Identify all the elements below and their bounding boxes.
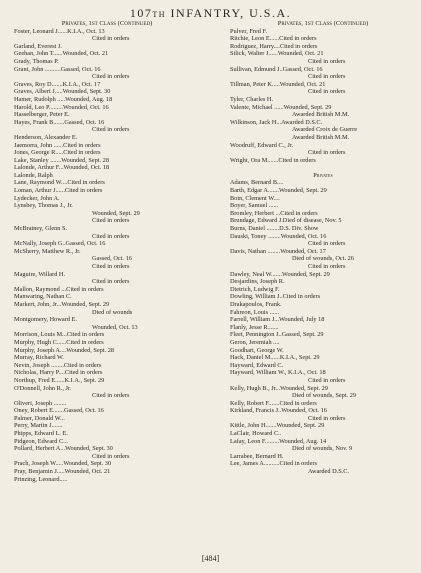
roster-entry: Lee, James A..........Cited in orders — [230, 460, 317, 468]
roster-entry: Cited in orders — [308, 414, 346, 422]
roster-entry: O'Donnell, John R., Jr. — [14, 384, 72, 392]
roster-entry: Oney, Robert E.......Gassed, Oct. 16 — [14, 407, 104, 415]
roster-entry: Lake, Stanley .......Wounded, Sept. 28 — [14, 156, 109, 164]
roster-entry: Mallon, Raymond ...Cited in orders — [14, 285, 104, 293]
roster-entry: Kirkland, Francis J..Wounded, Oct. 16 — [230, 407, 327, 415]
right-column-entries — [230, 28, 416, 476]
roster-entry: Cited in orders — [92, 263, 130, 270]
roster-entry: Brundage, Edward J.Died of disease, Nov. 5 — [230, 217, 342, 225]
roster-entry: Murphy, Joseph A....Wounded, Sept. 28 — [14, 346, 115, 354]
roster-entry: Lafay, Leon F.........Wounded, Aug. 14 — [230, 437, 327, 445]
roster-entry: Cited in orders — [92, 35, 130, 43]
roster-entry: Morrison, Louis M...Cited in orders — [14, 331, 105, 339]
left-column-entries — [14, 28, 200, 484]
roster-entry: Awarded Croix de Guerre — [292, 126, 357, 134]
roster-entry: Cited in orders — [92, 126, 130, 134]
roster-entry: Nicholas, Harry P....Cited in orders — [14, 369, 103, 377]
roster-entry: Burns, Daniel ........D.S. Div. Show — [230, 225, 319, 233]
roster-entry: Awarded British M.M. — [292, 111, 350, 119]
roster-entry: Adams, Bernard B.... — [230, 179, 284, 187]
roster-entry: Cited in orders — [92, 217, 130, 225]
roster-entry: Harold, Leo P.........Wounded, Oct. 16 — [14, 103, 109, 111]
roster-entry: Perry, Martin J....... — [14, 422, 63, 430]
roster-entry: McNally, Joseph G..Gassed, Oct. 16 — [14, 240, 106, 248]
roster-entry: Ritchie, Leon E......Cited in orders — [230, 35, 317, 43]
roster-entry: Silick, Walter J......Wounded, Oct. 21 — [230, 50, 324, 58]
roster-entry: Awarded D.S.C. — [308, 468, 350, 476]
roster-entry: Tyler, Charles H. — [230, 95, 274, 103]
roster-entry: Graves, Albert J.....Wounded, Sept. 30 — [14, 88, 111, 96]
roster-entry: Cited in orders — [308, 149, 346, 157]
roster-entry: Died of wounds, Oct. 26 — [292, 255, 354, 263]
left-column-heading: Privates, 1st Class (Continued) — [61, 20, 153, 27]
roster-entry: Hayward, Edward C. — [230, 361, 284, 369]
roster-entry: Tillman, Peter K.....Wounded, Oct. 21 — [230, 80, 326, 88]
roster-entry: Hamer, Rudolph .....Wounded, Aug. 18 — [14, 95, 113, 103]
roster-entry: Geehan, John T......Wounded, Oct. 21 — [14, 50, 109, 58]
roster-entry: Drakapoulos, Frank. — [230, 300, 282, 308]
roster-entry: Woodruff, Edward C., Jr. — [230, 141, 294, 149]
roster-entry: Jones, George R.....Cited in orders — [14, 149, 101, 157]
page-number: [484] — [201, 554, 220, 563]
roster-entry: Hack, Daniel M......K.I.A., Sept. 29 — [230, 354, 320, 362]
roster-entry: Wounded, Sept. 29 — [92, 209, 140, 217]
left-column — [14, 20, 200, 483]
roster-entry: Grady, Thomas P. — [14, 57, 59, 65]
roster-entry: LaClair, Howard C.. — [230, 430, 282, 438]
roster-entry: Kittle, John H.......Wounded, Sept. 29 — [230, 422, 325, 430]
roster-entry: Jaemorra, John ......Cited in orders — [14, 141, 101, 149]
roster-entry: Wounded, Oct. 13 — [92, 323, 138, 331]
roster-entry: Foster, Leonard J......K.I.A., Oct. 13 — [14, 27, 105, 35]
roster-entry: Lydecker, John A. — [14, 194, 60, 202]
roster-entry: Hayward, William W., K.I.A., Oct. 18 — [230, 369, 326, 377]
roster-entry: Cited in orders — [308, 88, 346, 96]
roster-entry: Grant, John ..........Gassed, Oct. 16 — [14, 65, 101, 73]
roster-entry: Murphy, Hugh C......Cited in orders — [14, 338, 104, 346]
roster-entry: Hasselberger, Peter E. — [14, 111, 70, 119]
roster-entry: Henderson, Alexander E. — [14, 133, 78, 141]
roster-entry: Desjardins, Joseph R. — [230, 278, 285, 286]
roster-entry: Dawley, Neal W.......Wounded, Sept. 29 — [230, 270, 330, 278]
roster-entry: Kelly, Robert F.......Cited in orders — [230, 399, 317, 407]
roster-entry: Lalonde, Ralph — [14, 171, 53, 179]
roster-entry: Palmer, Donald W... — [14, 414, 65, 422]
roster-entry: Died of wounds, Nov. 9 — [292, 445, 353, 453]
roster-entry: Farrell, William J...Wounded, July 18 — [230, 316, 325, 324]
roster-entry: Flanly, Jesse R....... — [230, 323, 279, 331]
roster-entry: Pray, Benjamin J.....Wounded, Oct. 21 — [14, 468, 111, 476]
roster-entry: Cited in orders — [92, 452, 130, 460]
roster-entry: Dietrich, Ludwig F. — [230, 285, 280, 293]
roster-entry: Markert, John, Jr...Wounded, Sept. 29 — [14, 300, 110, 308]
page-header: 107th INFANTRY, U.S.A. — [129, 6, 292, 20]
roster-entry: Fleet, Pennington J..Gassed, Sept. 29 — [230, 331, 324, 339]
roster-entry: Nevin, Joseph ........Cited in orders — [14, 361, 102, 369]
roster-entry — [230, 164, 416, 172]
roster-entry: Cited in orders — [308, 240, 346, 248]
roster-entry: Boyer, Samuel ...... — [230, 202, 279, 210]
roster-entry: Cited in orders — [308, 57, 346, 65]
roster-entry: Manwaring, Nathan C. — [14, 293, 72, 301]
roster-entry: Montgomery, Howard E. — [14, 316, 77, 324]
roster-entry: Kelly, Hugh B., Jr...Wounded, Sept. 29 — [230, 384, 328, 392]
roster-entry: Pulver, Fred F. — [230, 27, 268, 35]
right-column-heading: Privates, 1st Class (Continued) — [277, 20, 369, 27]
roster-entry: Cited in orders — [92, 232, 130, 240]
right-column — [230, 20, 416, 476]
roster-entry: Fahreon, Louis ...... — [230, 308, 280, 316]
roster-entry: Boin, Clement W.... — [230, 194, 280, 202]
roster-entry: Loman, Arthur J......Cited in orders — [14, 187, 103, 195]
roster-entry: Prach, Joseph W.....Wounded, Sept. 30 — [14, 460, 112, 468]
roster-entry: Dauski, Toney ........Wounded, Oct. 16 — [230, 232, 327, 240]
roster-entry: Valente, Michael ......Wounded, Sept. 29 — [230, 103, 332, 111]
roster-entry: McSherry, Matthew R., Jr. — [14, 247, 81, 255]
roster-entry: Dowling, William J..Cited in orders — [230, 293, 321, 301]
roster-entry: Cited in orders — [308, 263, 346, 270]
roster-entry: Wilkinson, Jack H...Awarded D.S.C. — [230, 118, 323, 126]
roster-entry: Barth, Edgar A.......Wounded, Sept. 29 — [230, 187, 327, 195]
roster-entry: Graves, Roy D.......K.I.A., Oct. 17 — [14, 80, 101, 88]
roster-entry: Oliveri, Joseph ........ — [14, 399, 67, 407]
roster-entry: Privates — [313, 171, 333, 179]
roster-entry: Cited in orders — [92, 278, 130, 286]
roster-entry: Larrabee, Bernard H. — [230, 452, 284, 460]
roster-entry: Sullivan, Edmund J..Gassed, Oct. 16 — [230, 65, 323, 73]
roster-entry: Cited in orders — [308, 73, 346, 81]
roster-entry: Lynsbey, Thomas J., Jr. — [14, 202, 73, 210]
roster-entry: Pidgeon, Edward C... — [14, 437, 68, 445]
roster-entry: Northup, Fred E......K.I.A., Sept. 29 — [14, 376, 105, 384]
roster-entry: Pollard, Herbert A...Wounded, Sept. 30 — [14, 445, 113, 453]
roster-entry: McBratney, Glenn S. — [14, 225, 68, 233]
roster-entry: Cited in orders — [92, 73, 130, 81]
roster-entry: Gassed, Oct. 16 — [92, 255, 132, 263]
roster-entry: Hayes, Frank B.......Gassed, Oct. 16 — [14, 118, 105, 126]
roster-entry: Cited in orders — [92, 392, 130, 400]
roster-entry: Lane, Raymond W....Cited in orders — [14, 179, 105, 187]
roster-entry: Maguire, Willard H. — [14, 270, 66, 278]
roster-entry: Phipps, Edward L. E. — [14, 430, 68, 438]
roster-entry: Awarded British M.M. — [292, 133, 350, 141]
roster-entry: Geron, Jeremiah .... — [230, 338, 280, 346]
roster-entry: Prinzing, Leonard..... — [14, 475, 68, 483]
roster-entry: Goodhart, George W. — [230, 346, 284, 354]
roster-entry: Lalonde, Arthur F...Wounded, Oct. 18 — [14, 164, 110, 172]
roster-entry: Rodriguez, Harry....Cited in orders — [230, 42, 318, 50]
roster-entry: Murray, Richard W. — [14, 354, 64, 362]
roster-entry: Wright, Ora M.......Cited in orders — [230, 156, 316, 164]
roster-entry: Died of wounds, Sept. 29 — [292, 392, 357, 400]
roster-entry: Davis, Nathan ........Wounded, Oct. 17 — [230, 247, 326, 255]
roster-entry: Cited in orders — [308, 376, 346, 384]
roster-entry: Garland, Everest J. — [14, 42, 62, 50]
roster-entry: Died of wounds — [92, 308, 133, 316]
roster-entry: Bromley, Herbert ...Cited in orders — [230, 209, 318, 217]
